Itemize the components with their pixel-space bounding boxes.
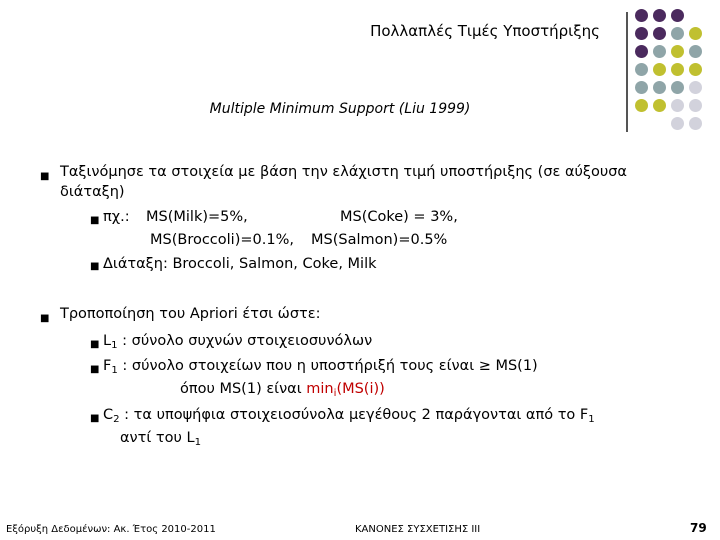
l1-subscript: 1 xyxy=(111,340,118,352)
min-argument: (MS(i)) xyxy=(336,381,385,397)
example-prefix: πχ.: xyxy=(103,209,130,225)
f1-definition xyxy=(103,358,538,377)
bullet-marker: ■ xyxy=(90,261,100,272)
l1-text: : σύνολο συχνών στοιχειοσυνόλων xyxy=(117,333,373,349)
example-ms-salmon: MS(Salmon)=0.5% xyxy=(311,232,448,248)
c2-text: : τα υποψήφια στοιχειοσύνολα μεγέθους 2 παράγονται από το F xyxy=(119,407,589,423)
page-number: 79 xyxy=(690,521,707,535)
bullet-marker: ■ xyxy=(90,364,100,375)
c2-cont-text: αντί του L xyxy=(120,430,195,446)
bullet-1-text: Ταξινόμησε τα στοιχεία με βάση την ελάχιστη τιμή υποστήριξης (σε αύξουσα xyxy=(60,164,627,180)
min-subscript: i xyxy=(333,388,337,400)
slide-subtitle: Multiple Minimum Support (Liu 1999) xyxy=(209,101,471,117)
c2-symbol: C xyxy=(103,407,114,423)
bullet-marker: ■ xyxy=(40,313,50,324)
footer-topic: ΚΑΝΟΝΕΣ ΣΥΣΧΕΤΙΣΗΣ ΙΙΙ xyxy=(355,524,481,535)
footer-course: Εξόρυξη Δεδομένων: Ακ. Έτος 2010-2011 xyxy=(6,524,216,535)
bullet-marker: ■ xyxy=(40,171,50,182)
slide-title: Πολλαπλές Τιμές Υποστήριξης xyxy=(370,22,600,40)
c2-definition xyxy=(103,407,595,426)
bullet-marker: ■ xyxy=(90,215,100,226)
bullet-1-text-cont: διάταξη) xyxy=(60,184,125,200)
example-ms-broccoli: MS(Broccoli)=0.1%, xyxy=(150,232,294,248)
bullet-marker: ■ xyxy=(90,339,100,350)
f1-definition-cont xyxy=(180,381,385,400)
f1-subscript: 1 xyxy=(111,365,118,377)
min-function: min xyxy=(306,381,334,397)
c2-definition-cont xyxy=(120,430,202,449)
bullet-2-text: Τροποποίηση του Apriori έτσι ώστε: xyxy=(60,306,321,322)
c2-subscript: 2 xyxy=(113,414,120,426)
example-ms-coke: MS(Coke) = 3%, xyxy=(340,209,458,225)
c2-f-subscript: 1 xyxy=(588,414,595,426)
bullet-marker: ■ xyxy=(90,413,100,424)
example-ms-milk: MS(Milk)=5%, xyxy=(146,209,248,225)
f1-symbol: F xyxy=(103,358,112,374)
ordering-text: Διάταξη: Broccoli, Salmon, Coke, Milk xyxy=(103,256,377,272)
f1-cont-text: όπου MS(1) είναι xyxy=(180,381,307,397)
l1-definition xyxy=(103,333,373,352)
c2-l-subscript: 1 xyxy=(194,437,202,449)
f1-text: : σύνολο στοιχείων που η υποστήριξή τους είναι ≥ MS(1) xyxy=(117,358,538,374)
l1-symbol: L xyxy=(103,333,112,349)
